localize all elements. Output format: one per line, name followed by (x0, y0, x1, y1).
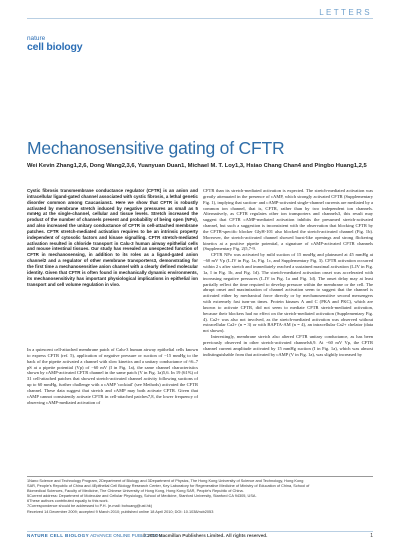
masthead (0, 0, 400, 60)
header-rule (27, 18, 373, 19)
copyright-notice: © 2010 Macmillan Publishers Limited. All rights reserved. (142, 533, 268, 538)
footer-journal-suffix: ADVANCE ONLINE PUBLICATION (90, 533, 162, 538)
footer-rule (27, 531, 373, 532)
footer-journal-name: NATURE CELL BIOLOGY (27, 533, 90, 538)
footnote-line: Biomedical Sciences, Faculty of Medicine, The Chinese University of Hong Kong, Hong Kong SAR, People's Republic of China. (27, 488, 244, 493)
footnote-rule (27, 476, 373, 477)
abstract: Cystic fibrosis transmembrane conductance regulator (CFTR) is an anion and intracellular ligand-gated channel associated with cystic fibrosis, a lethal genetic disorder common among Caucasians1. Here we show that CFTR is robustly activated by membrane stretch induced by negative pressures as small as 5 mmHg at the single-channel, cellular and tissue levels. Stretch increased the product of the number of channels present and probability of being open (NPo), and also increased the unitary conductance of CFTR in cell-attached membrane patches. CFTR stretch-mediated activation requires to be an intrinsic property independent of cytosolic factors and kinase signalling. CFTR stretch-mediated activation resulted in chloride transport in Calu-3 human airway epithelial cells and mouse intestinal tissues. Our study has revealed an unexpected function of CFTR in mechanosensing, in addition to its roles as a ligand-gated anion channel2 and a regulator of other membrane transporters3, demonstrating for the first time a mechanosensitive anion channel with a clearly defined molecular identity. Given that CFTR is often found in mechanically dynamic environments, its mechanosensitivity has important physiological implications in epithelial ion transport and cell volume regulation in vivo. (27, 188, 198, 287)
footnote-line: 7Correspondence should be addressed to P.H. (e-mail: bohuang@ust.hk) (27, 503, 152, 508)
body-column-left (27, 347, 198, 405)
section-label: LETTERS (319, 8, 372, 17)
footnote-line: SAR, People's Republic of China and 4Epithelial Cell Biology Research Center, Key Laboratory for Regenerative Medicine of Ministry of Education of China, School of (27, 483, 310, 488)
body-column-right (203, 188, 373, 357)
journal-logo (27, 36, 82, 52)
body-paragraph: In a quiescent cell-attached membrane patch of Calu-3 human airway epithelial cells known to express CFTR (ref. 5), application of negative pressure or suction of −15 mmHg to the back of the pipette activated a channel with slow kinetics and a unitary conductance of ≈6–7 pS at a pipette potential (Vp) of −60 mV (I in Fig. 1a), the same channel characteristics shown by cAMP-activated CFTR channel in the same patch (V in Fig. 1a)5,6. In 19 (61%) of 31 cell-attached patches that showed stretch-activated channel activity following suctions of up to 60 mmHg, further challenge with a cAMP 'cocktail' (see Methods) activated the CFTR channel. These data suggest that stretch and cAMP may both activate CFTR. Given that cAMP cannot consistently activate CFTR in cell-attached patches7,8, the lower frequency of observing cAMP-mediated activation of (27, 347, 198, 405)
footnote-line: 6These authors contributed equally to this work. (27, 498, 109, 503)
footnote-line: 1Nano Science and Technology Program, 2Department of Biology and 3Department of Physics, The Hong Kong University of Science and Technology, Hong Kong (27, 479, 304, 483)
body-paragraph: Interestingly, membrane stretch also altered CFTR unitary conductance, as has been previously observed in other stretch-activated channels6,9. At −60 mV Vp, the CFTR channel current amplitude activated by 15 mmHg suction (I in Fig. 1a), which was almost indistinguishable from that activated by cAMP (V in Fig. 1a), was slightly increased by (203, 334, 373, 357)
page-number: 1 (370, 533, 373, 539)
body-paragraph: CFTR NPo was activated by mild suction of 15 mmHg and plateaued at 45 mmHg at −60 mV Vp (I–IV in Fig. 1a, Fig. 1c, and Supplementary Fig. 3). CFTR activation occurred within 2 s after stretch and immediately reached a sustained maximal activation (I–IV in Fig. 1a, I in Fig. 1b, and Fig. 1d). The stretch-mediated activation onset was accelerated with increasing negative pressures (I–IV in Fig. 1a and Fig. 1d). The onset delay may at least partially reflect the time required to develop pressure within the membrane or the cell. The abrupt onset and maximization of channel activation seem to suggest that the channel is activated either by mechanical force directly or by mechanosensitive second messengers with extremely fast turn-on times. Protein kinases A and C (PKA and PKC), which are known to activate CFTR, did not seem to mediate CFTR stretch-mediated activation, because their blockers had no effect on the stretch-mediated activation (Supplementary Fig. 4). Ca2+ was also not involved, as the stretch-mediated activation was observed without extracellular Ca2+ (n = 3) or with BAPTA-AM (n = 4), an intracellular Ca2+ chelator (data not shown). (203, 252, 373, 334)
affiliations-footnotes (27, 479, 373, 515)
article-title: Mechanosensitive gating of CFTR (27, 138, 285, 158)
body-paragraph: CFTR than its stretch-mediated activation is expected. The stretch-mediated activation was greatly attenuated in the presence of cAMP, which strongly activated CFTR (Supplementary Fig. 1), implying that suction- and cAMP-activated single-channel currents are mediated by a common ion channel, that is, CFTR, rather than by two independent ion channels. Alternatively, as CFTR regulates other ion transporters and channels3, this result may suggest that CFTR cAMP-mediated activation inhibits the presumed stretch-activated channel, but such a suggestion is inconsistent with the observation that blocking CFTR by the CFTR-specific blocker GlyH-101 also blocked the stretch-activated channel (Fig. 1b). Moreover, the stretch-activated channel showed burst-like openings and strong flickering kinetics at a positive pipette potential, a signature of cAMP-activated CFTR channels (Supplementary Fig. 2)5,7-9. (203, 188, 373, 252)
received-dates: Received 14 December 2009; accepted 9 March 2010; published online 18 April 2010; DOI: 10.1038/ncb2053 (27, 510, 214, 515)
footnote-line: 5Current address: Department of Molecular and Cellular Physiology, School of Medicine, Stanford University, Stanford CA 94305, USA. (27, 493, 257, 498)
logo-nature-text: nature (27, 35, 46, 42)
logo-journal-text: cell biology (27, 41, 83, 53)
author-list: Wei Kevin Zhang1,2,6, Dong Wang2,3,6, Yuanyuan Duan1, Michael M. T. Loy1,3, Hsiao Chang Chan4 and Pingbo Huang1,2,5 (27, 163, 367, 169)
